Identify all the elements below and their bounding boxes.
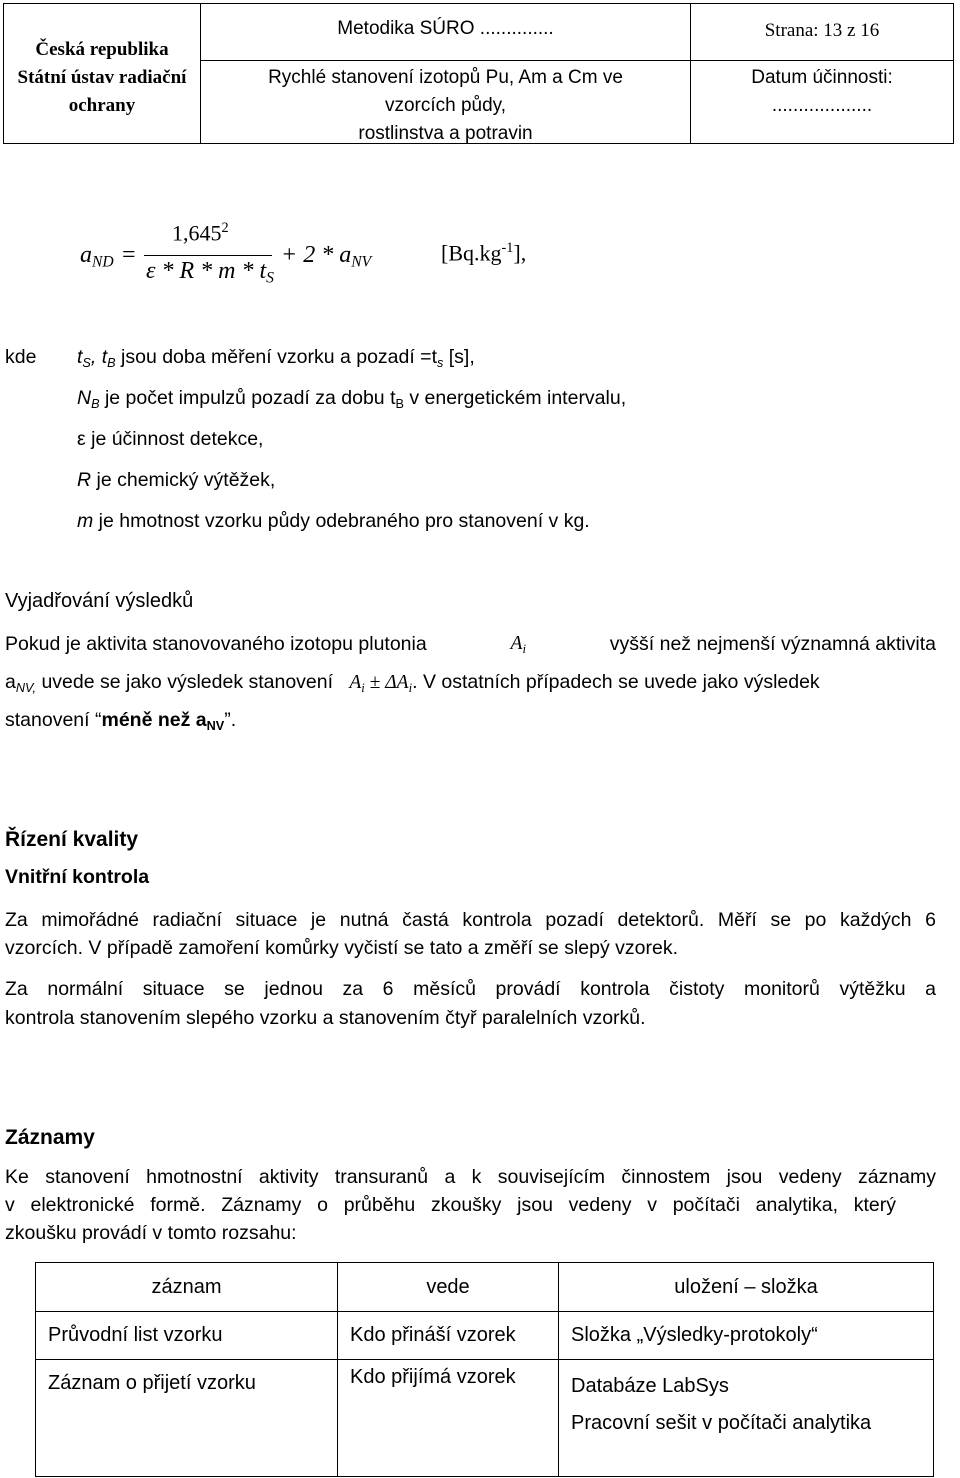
validity-label: Datum účinnosti: — [751, 67, 893, 88]
document-header — [3, 3, 954, 144]
formula-unit: $[Bq.kg^{-1}]$, — [441, 240, 527, 266]
formula-numerator: 1,645$^2$ — [172, 220, 229, 246]
org-line-3: ochrany — [68, 95, 136, 116]
records-heading: Záznamy — [5, 1126, 95, 1149]
quality-paragraph-1-line-2: vzorcích. V případě zamoření komůrky vyčistí se tato a změří se slepý vzorek. — [5, 937, 678, 959]
definition-efficiency: ε je účinnost detekce, — [77, 428, 264, 450]
quality-paragraph-1-line-1: Za mimořádné radiační situace je nutná častá kontrola pozadí detektorů. Měří se po každých 6 — [5, 909, 936, 931]
validity-value: ................... — [771, 95, 873, 116]
header-divider — [201, 60, 690, 61]
formula-equals: = — [122, 242, 136, 268]
table-header-cell: záznam — [36, 1263, 338, 1312]
method-label: Metodika SÚRO .............. — [337, 18, 554, 39]
page-number: Strana: 13 z 16 — [764, 20, 880, 41]
table-cell: Průvodní list vzorku — [36, 1312, 338, 1360]
table-header-cell: vede — [338, 1263, 559, 1312]
table-header-row — [36, 1263, 934, 1312]
records-paragraph-line-1: Ke stanovení hmotnostní aktivity transuranů a k souvisejícím činnostem jsou vedeny záznamy — [5, 1166, 936, 1188]
table-cell: Kdo přináší vzorek — [338, 1312, 559, 1360]
page-info-cell — [690, 4, 953, 143]
records-paragraph-line-2: v elektronické formě. Záznamy o průběhu zkoušky jsou vedeny v počítači analytika, který — [5, 1194, 896, 1216]
title-line-3: rostlinstva a potravin — [358, 123, 533, 144]
table-cell: Složka „Výsledky-protokoly“ — [559, 1312, 934, 1360]
table-cell — [559, 1360, 934, 1477]
fraction-bar — [144, 255, 272, 256]
formula-lhs: $a_{ND}$ — [80, 242, 114, 271]
definition-yield: R je chemický výtěžek, — [77, 469, 276, 491]
org-line-1: Česká republika — [35, 39, 169, 60]
table-cell: Kdo přijímá vzorek — [338, 1360, 559, 1477]
definition-mass: m je hmotnost vzorku půdy odebraného pro stanovení v kg. — [77, 510, 590, 532]
quality-heading: Řízení kvality — [5, 828, 139, 851]
org-line-2: Státní ústav radiační — [17, 67, 187, 88]
formula-denominator: ε * R * m * $t_S$ — [146, 258, 274, 287]
definitions-label: kde — [5, 346, 37, 368]
quality-paragraph-2-line-1: Za normální situace se jednou za 6 měsíců provádí kontrola čistoty monitorů výtěžku a — [5, 978, 936, 1000]
storage-workbook: Pracovní sešit v počítači analytika — [571, 1412, 872, 1434]
table-cell: Záznam o přijetí vzorku — [36, 1360, 338, 1477]
definition-background: $N_B$ je počet impulzů pozadí za dobu $t_B$ v energetickém intervalu, — [77, 387, 627, 411]
title-line-2: vzorcích půdy, — [384, 95, 507, 116]
results-heading: Vyjadřování výsledků — [5, 590, 194, 612]
results-line-1: Pokud je aktivita stanovovaného izotopu plutonia $A_i$ vyšší než nejmenší významná aktivita — [5, 633, 936, 656]
records-paragraph-line-3: zkoušku provádí v tomto rozsahu: — [5, 1222, 297, 1244]
document-title — [201, 64, 690, 148]
definition-times: $t_S$, $t_B$ jsou doba měření vzorku a pozadí $=t_s$ [s], — [77, 346, 475, 370]
results-line-2: $a_{NV,}$ uvede se jako výsledek stanovení $A_i \pm \Delta A_i$. V ostatních případech se uvede jako výsledek — [5, 671, 820, 695]
table-header-cell: uložení – složka — [559, 1263, 934, 1312]
internal-control-heading: Vnitřní kontrola — [5, 866, 150, 888]
storage-labsys: Databáze LabSys — [571, 1375, 729, 1397]
organization-cell — [4, 4, 201, 143]
table-row — [36, 1312, 934, 1360]
table-row — [36, 1360, 934, 1477]
formula-plus-term: + $2 * a_{NV}$ — [281, 242, 372, 271]
results-line-3: stanovení “méně než $a_{NV}$”. — [5, 709, 237, 733]
title-line-1: Rychlé stanovení izotopů Pu, Am a Cm ve — [268, 67, 623, 88]
records-table — [35, 1262, 934, 1477]
header-divider-right — [690, 60, 953, 61]
quality-paragraph-2-line-2: kontrola stanovením slepého vzorku a stanovením čtyř paralelních vzorků. — [5, 1007, 646, 1029]
